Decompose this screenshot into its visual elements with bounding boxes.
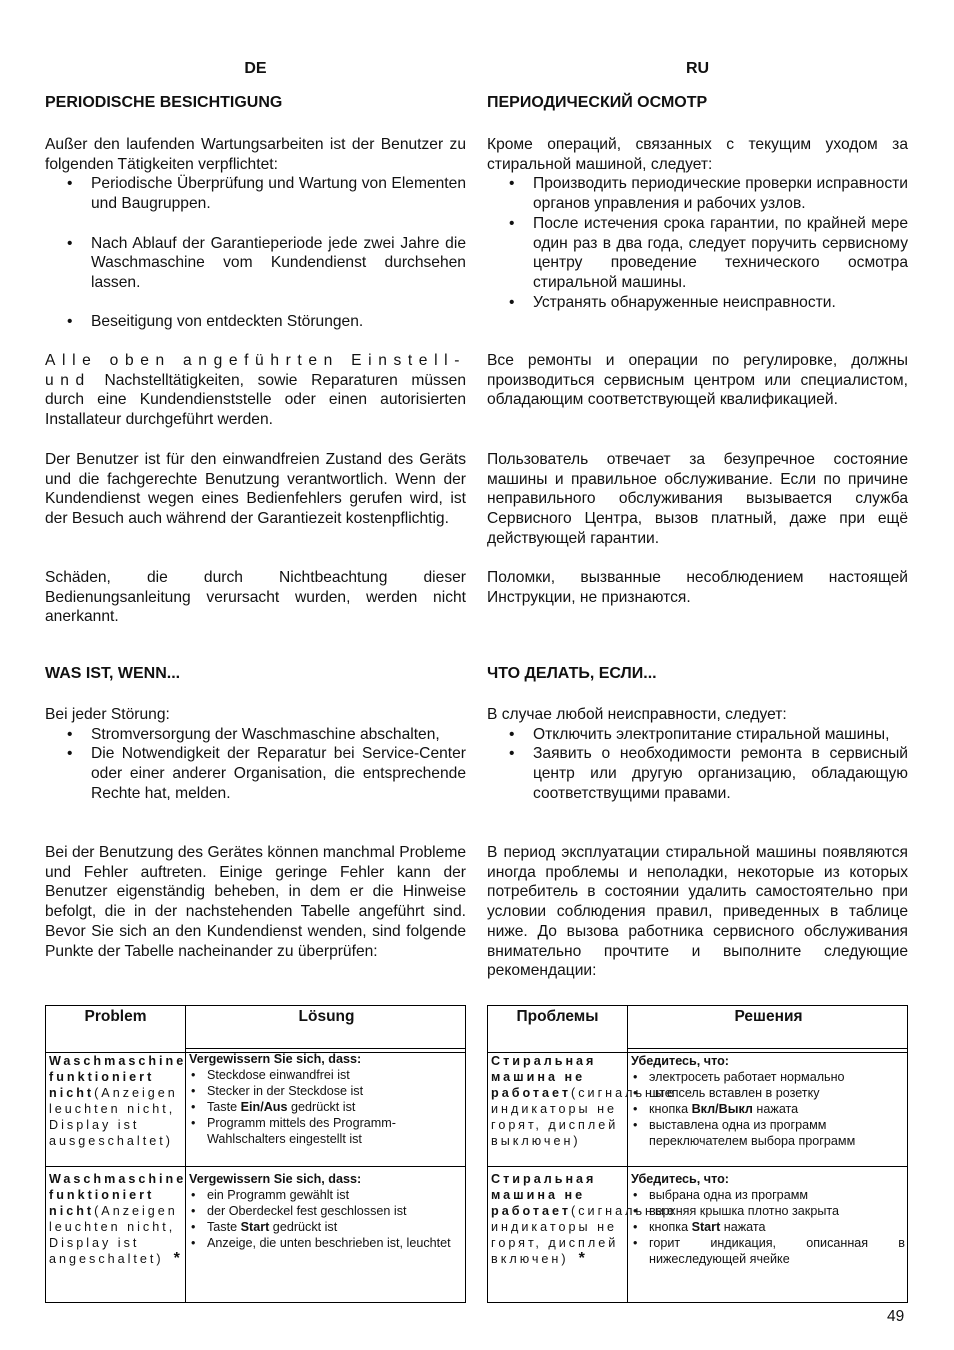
troubleshooting-table [487, 1005, 908, 1303]
table-row-2-problem [49, 1171, 187, 1267]
problem-detail: (Anzeigen leuchten nicht, Display ist ausgeschaltet) [49, 1086, 178, 1148]
periodic-inspection-text [45, 135, 466, 332]
key-prefix: Taste [207, 1100, 241, 1114]
list-item: • Заявить о необходимости ремонта в сервисный центр или другую организацию, обладающую соответствущими правами. [487, 744, 908, 803]
last-item-text: горит индикация, описанная в нижеследующей ячейке [649, 1236, 905, 1266]
key-prefix: кнопка [649, 1102, 692, 1116]
key-prefix: Taste [207, 1220, 241, 1234]
list-item [631, 1101, 905, 1117]
key-suffix: gedrückt ist [269, 1220, 338, 1234]
key-name: Вкл/Выкл [691, 1102, 753, 1116]
check-list [189, 1067, 463, 1115]
check-title: Vergewissern Sie sich, dass: [189, 1172, 362, 1186]
list-item: • der Oberdeckel fest geschlossen ist [189, 1203, 463, 1219]
heading-troubleshooting: ЧТО ДЕЛАТЬ, ЕСЛИ... [487, 665, 657, 682]
table-divider [488, 1166, 907, 1167]
column-header-problem: Problem [84, 1008, 147, 1025]
list-item: • штепсель вставлен в розетку [631, 1085, 905, 1101]
paragraph-damage: Поломки, вызванные несоблюдением настоящей Инструкции, не признаются. [487, 569, 908, 606]
intro-paragraph: Bei jeder Störung: [45, 706, 170, 723]
key-suffix: gedrückt ist [287, 1100, 356, 1114]
table-row-2-solution [189, 1171, 463, 1251]
problem-detail: (сигнальные индикаторы не горят, дисплей выключен) [491, 1086, 678, 1148]
last-item-text: Anzeige, die unten beschrieben ist, leuchtet [207, 1236, 451, 1250]
page-number: 49 [887, 1308, 905, 1325]
problem-detail: (Anzeigen leuchten nicht, Display ist angeschaltet) [49, 1204, 178, 1266]
language-label: RU [685, 60, 710, 77]
paragraph-first-line: Alle oben angeführten Einstell- und [45, 352, 466, 389]
table-divider [46, 1166, 465, 1167]
check-list [189, 1187, 463, 1235]
check-title: Убедитесь, что: [631, 1054, 729, 1068]
intro-paragraph: Außer den laufenden Wartungsarbeiten ist der Benutzer zu folgenden Tätigkeiten verpflichtet: [45, 136, 466, 173]
last-item-text: выставлена одна из программ переключателем выбора программ [649, 1118, 856, 1148]
troubleshooting-table [45, 1005, 466, 1303]
asterisk-mark: * [173, 1250, 180, 1267]
list-item: • верхняя крышка плотно закрыта [631, 1203, 905, 1219]
table-row-2-solution [631, 1171, 905, 1267]
table-row-1-solution [189, 1051, 463, 1147]
last-item-text: Programm mittels des Programm-Wahlschalters eingestellt ist [207, 1116, 396, 1146]
list-item: • ein Programm gewählt ist [189, 1187, 463, 1203]
last-item: • Anzeige, die unten beschrieben ist, leuchtet [191, 1236, 451, 1250]
list-item: • Stromversorgung der Waschmaschine abschalten, [45, 725, 466, 745]
last-item: • горит индикация, описанная в нижеследующей ячейке [633, 1236, 905, 1266]
duty-list [487, 174, 908, 312]
heading-periodic-inspection: PERIODISCHE BESICHTIGUNG [45, 94, 283, 111]
problem-title: Waschmaschine funktioniert nicht [49, 1172, 187, 1218]
list-item: • Stecker in der Steckdose ist [189, 1083, 463, 1099]
list-item: • Periodische Überprüfung und Wartung von Elementen und Baugruppen. [45, 174, 466, 213]
language-label: DE [244, 60, 267, 77]
list-item: • Устранять обнаруженные неисправности. [487, 293, 908, 313]
problem-title: Стиральная машина не работает [491, 1054, 597, 1100]
paragraph-table-intro: В период эксплуатации стиральной машины появляются иногда проблемы и неполадки, некоторые из которых потребитель в состоянии удалить самостоятельно при условии соблюдения правил, приведенных в таблице ниже. До вызова работника сервисного обслуживания внимательно прочтите и выполните следующие рекомендации: [487, 844, 908, 980]
list-item: • Die Notwendigkeit der Reparatur bei Service-Center oder einer anderer Organisation, die entsprechende Rechte hat, melden. [45, 744, 466, 803]
table-divider [627, 1006, 628, 1302]
asterisk-mark: * [578, 1250, 585, 1267]
key-prefix: кнопка [649, 1220, 692, 1234]
troubleshooting-text [45, 705, 466, 804]
list-item: • После истечения срока гарантии, по крайней мере один раз в два года, следует поручить сервисному центру проведение технического осмотра стиральной машины. [487, 214, 908, 293]
table-divider [186, 1048, 465, 1049]
check-title: Убедитесь, что: [631, 1172, 729, 1186]
list-item: • Отключить электропитание стиральной машины, [487, 725, 908, 745]
list-item: • выбрана одна из программ [631, 1187, 905, 1203]
fault-steps-list [45, 725, 466, 804]
paragraph-service [45, 351, 466, 430]
key-name: Start [691, 1220, 721, 1234]
paragraph-responsibility: Der Benutzer ist für den einwandfreien Zustand des Geräts und die fachgerechte Benutzung verantwortlich. Wenn der Kundendienst wegen eines Bedienfehlers gerufen wird, ist der Besuch auch während der Garantiezeit kostenpflichtig. [45, 451, 466, 528]
list-item [189, 1099, 463, 1115]
problem-detail: (сигнальные индикаторы не горят, дисплей включен) [491, 1204, 678, 1266]
duty-list [45, 174, 466, 332]
intro-paragraph: В случае любой неисправности, следует: [487, 706, 787, 723]
list-item [189, 1219, 463, 1235]
key-name: Ein/Aus [240, 1100, 288, 1114]
paragraph-service: Все ремонты и операции по регулировке, должны производиться сервисным центром или специалистом, обладающим соответствующей квалификацией. [487, 352, 908, 409]
intro-paragraph: Кроме операций, связанных с текущим уходом за стиральной машиной, следует: [487, 136, 908, 173]
heading-periodic-inspection: ПЕРИОДИЧЕСКИЙ ОСМОТР [487, 94, 708, 111]
paragraph-damage: Schäden, die durch Nichtbeachtung dieser Bedienungsanleitung verursacht wurden, werden nicht anerkannt. [45, 569, 466, 626]
troubleshooting-text [487, 705, 908, 804]
fault-steps-list [487, 725, 908, 804]
column-header-problem: Проблемы [516, 1008, 599, 1025]
problem-title: Waschmaschine funktioniert nicht [49, 1054, 187, 1100]
last-item: • Programm mittels des Programm-Wahlschalters eingestellt ist [191, 1116, 396, 1146]
last-item: • выставлена одна из программ переключателем выбора программ [633, 1118, 856, 1148]
paragraph-responsibility: Пользователь отвечает за безупречное состояние машины и правильное обслуживание. Если по причине неправильного обслуживания вызывается служба Сервисного Центра, вызов платный, даже при ещё действующей гарантии. [487, 451, 908, 547]
key-suffix: нажата [720, 1220, 766, 1234]
check-list [631, 1187, 905, 1235]
table-row-1-problem [49, 1053, 187, 1149]
list-item [631, 1219, 905, 1235]
list-item: • электросеть работает нормально [631, 1069, 905, 1085]
paragraph-table-intro: Bei der Benutzung des Gerätes können manchmal Probleme und Fehler auftreten. Einige geringe Fehler kann der Benutzer eigenständig beheben, in dem er die Hinweise befolgt, die in der nachstehenden Tabelle angeführt sind. Bevor Sie sich an den Kundendienst wenden, sind folgende Punkte der Tabelle nacheinander zu überprüfen: [45, 844, 466, 960]
table-divider [185, 1006, 186, 1302]
check-list [631, 1069, 905, 1117]
paragraph-rest: Nachstelltätigkeiten, sowie Reparaturen müssen durch eine Kundendienststelle oder einen autorisierten Installateur durchgeführt werden. [45, 371, 466, 429]
heading-troubleshooting: WAS IST, WENN... [45, 665, 181, 682]
problem-title: Стиральная машина не работает [491, 1172, 597, 1218]
key-name: Start [240, 1220, 270, 1234]
key-suffix: нажата [752, 1102, 799, 1116]
column-header-solution: Решения [734, 1008, 803, 1025]
list-item: • Steckdose einwandfrei ist [189, 1067, 463, 1083]
table-row-1-solution [631, 1053, 905, 1149]
check-title: Vergewissern Sie sich, dass: [189, 1052, 362, 1066]
periodic-inspection-text [487, 135, 908, 312]
list-item: • Beseitigung von entdeckten Störungen. [45, 312, 466, 332]
column-header-solution: Lösung [298, 1008, 355, 1025]
table-divider [628, 1048, 907, 1049]
list-item: • Производить периодические проверки исправности органов управления и рабочих узлов. [487, 174, 908, 213]
list-item: • Nach Ablauf der Garantieperiode jede zwei Jahre die Waschmaschine vom Kundendienst durchsehen lassen. [45, 234, 466, 293]
